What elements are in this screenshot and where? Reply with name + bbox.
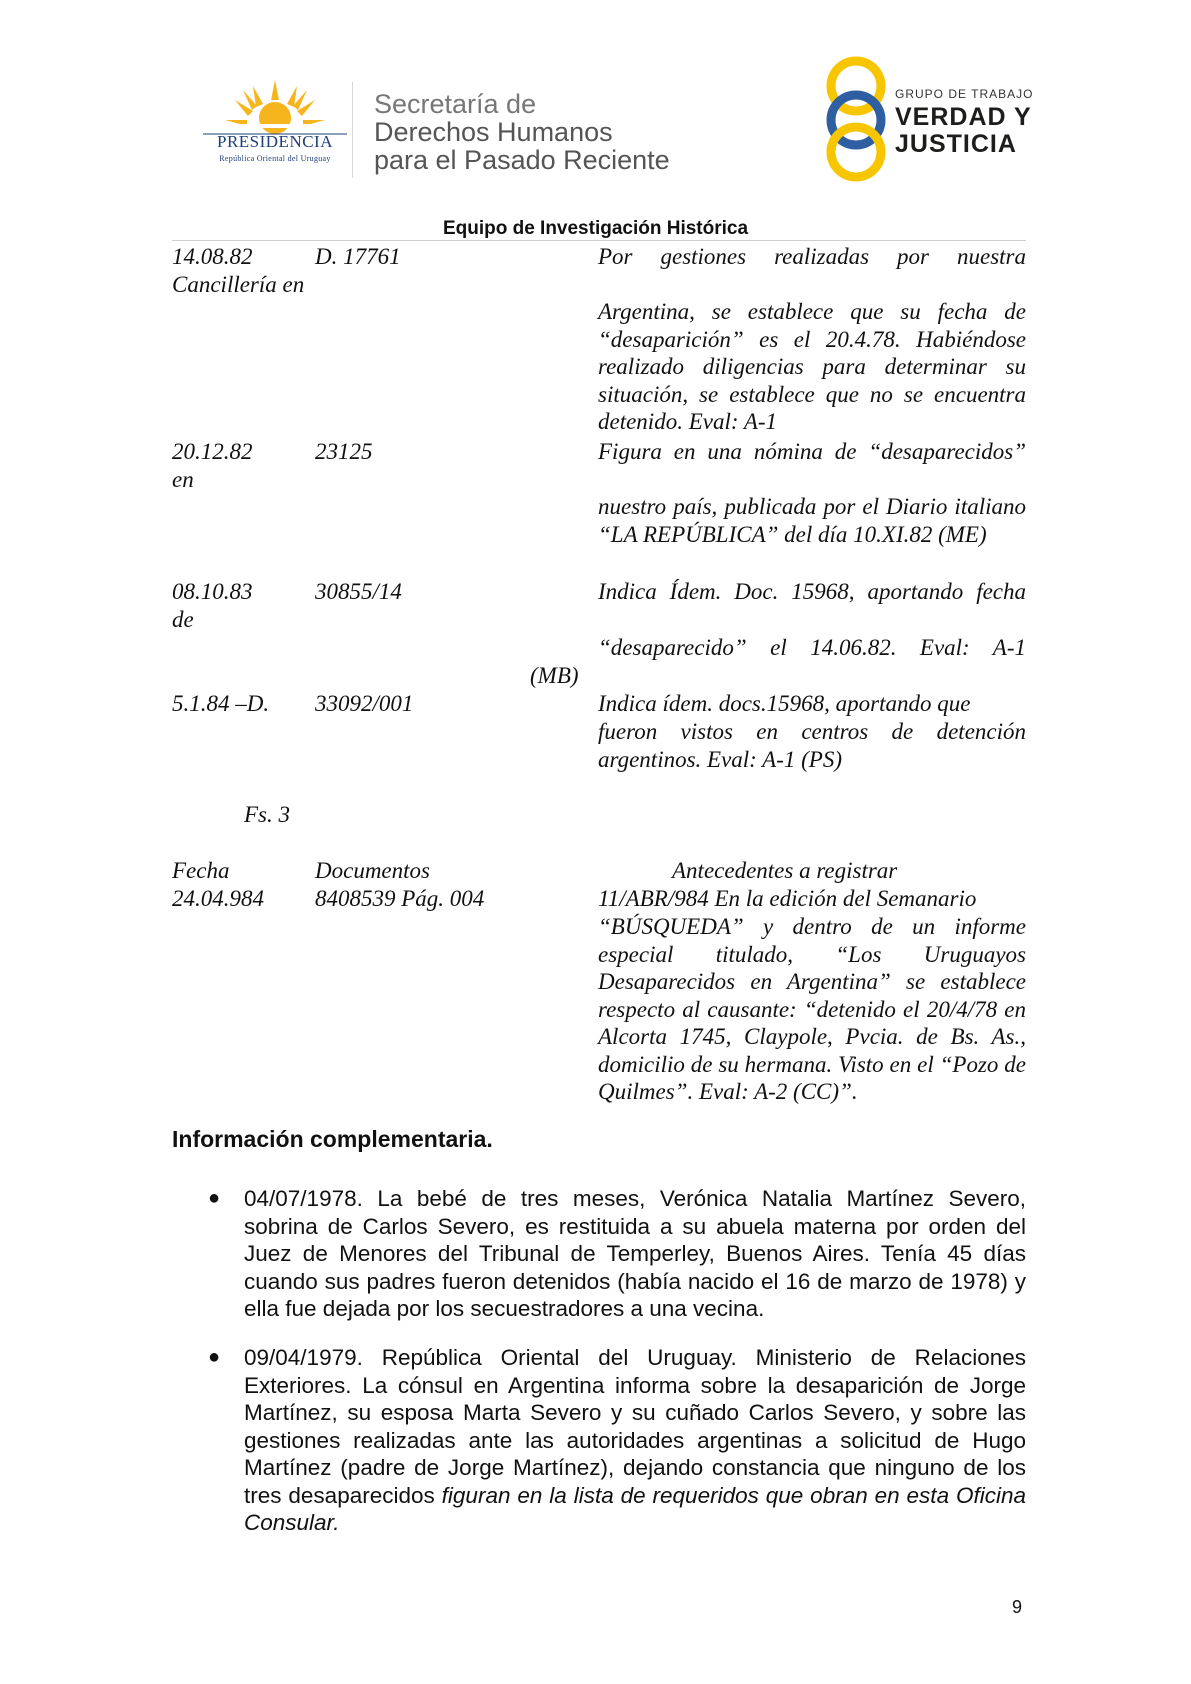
folio-label: Fs. 3 <box>244 802 290 827</box>
record-date: 20.12.82 <box>172 439 253 464</box>
record-desc-first: Indica Ídem. Doc. 15968, aportando fecha <box>598 579 1026 604</box>
presidencia-logo <box>195 80 355 180</box>
record-doc: 30855/14 <box>315 579 402 604</box>
list-item: 04/07/1978. La bebé de tres meses, Verónica Natalia Martínez Severo, sobrina de Carlos Severo, es restituida a su abuela materna por orden del Juez de Menores del Tribunal de Temperley, Buenos Aires. Tenía 45 días cuando sus padres fueron detenidos (había nacido el 16 de marzo de 1978) y ella fue dejada por los secuestradores a una vecina. <box>244 1186 1026 1321</box>
record-desc-rest: fueron vistos en centros de detención argentinos. Eval: A-1 (PS) <box>598 719 1026 772</box>
record-desc-rest: Argentina, se establece que su fecha de “desaparición” es el 20.4.78. Habiéndose realizado diligencias para determinar su situación, se establece que no se encuentra detenido. Eval: A-1 <box>598 299 1026 434</box>
record-date: 24.04.984 <box>172 886 264 911</box>
grupo-line3: JUSTICIA <box>895 130 1017 158</box>
record-desc-first: Indica ídem. docs.15968, aportando que <box>598 691 971 716</box>
record-desc-rest: “desaparecido” el 14.06.82. Eval: A-1 <box>598 635 1026 660</box>
bullet-icon: ● <box>208 1187 221 1209</box>
column-header-documentos: Documentos <box>315 858 430 883</box>
record-desc-first: Por gestiones realizadas por nuestra <box>598 244 1026 269</box>
record-code: (MB) <box>530 663 579 688</box>
grupo-line2: VERDAD Y <box>895 103 1032 131</box>
record-date: 14.08.82 <box>172 244 253 269</box>
equipo-heading: Equipo de Investigación Histórica <box>442 218 749 239</box>
column-header-fecha: Fecha <box>172 858 230 883</box>
record-date-cont: de <box>172 607 194 632</box>
secretaria-line3: para el Pasado Reciente <box>374 145 670 175</box>
record-doc: 8408539 Pág. 004 <box>315 886 485 911</box>
record-desc-first: Figura en una nómina de “desaparecidos” <box>598 439 1026 464</box>
record-date-cont: Cancillería en <box>172 272 305 297</box>
presidencia-label: PRESIDENCIA <box>216 132 333 151</box>
bullet-icon: ● <box>208 1346 221 1368</box>
sun-emblem-icon <box>195 80 355 180</box>
column-header-antecedentes: Antecedentes a registrar <box>672 858 898 883</box>
record-desc-rest: “BÚSQUEDA” y dentro de un informe especial titulado, “Los Uruguayos Desaparecidos en Argentina” se establece respecto al causante: “detenido el 20/4/78 en Alcorta 1745, Claypole, Pvcia. de Bs. As., domicilio de su hermana. Visto en el “Pozo de Quilmes”. Eval: A-2 (CC)”. <box>598 914 1026 1104</box>
record-date: 08.10.83 <box>172 579 253 604</box>
record-doc: D. 17761 <box>315 244 401 269</box>
header-divider <box>352 82 353 178</box>
list-item <box>244 1344 1026 1537</box>
record-doc: 33092/001 <box>315 691 414 716</box>
record-date: 5.1.84 –D. <box>172 691 270 716</box>
secretaria-line2: Derechos Humanos <box>374 117 613 147</box>
record-date-cont: en <box>172 467 194 492</box>
secretaria-line1: Secretaría de <box>374 89 537 119</box>
presidencia-sub: República Oriental del Uruguay <box>219 154 331 163</box>
record-doc: 23125 <box>315 439 373 464</box>
record-desc-rest: nuestro país, publicada por el Diario italiano “LA REPÚBLICA” del día 10.XI.82 (ME) <box>598 494 1026 547</box>
page-number: 9 <box>1012 1597 1023 1617</box>
grupo-trabajo-text <box>895 88 1033 157</box>
list-item-text: 09/04/1979. República Oriental del Uruguay. Ministerio de Relaciones Exteriores. La cónsul en Argentina informa sobre la desaparición de Jorge Martínez, su esposa Marta Severo y su cuñado Carlos Severo, y sobre las gestiones realizadas ante las autoridades argentinas a solicitud de Hugo Martínez (padre de Jorge Martínez), dejando constancia que ninguno de los tres desaparecidos <box>244 1345 1026 1508</box>
chain-rings-icon <box>820 56 892 182</box>
grupo-trabajo-logo <box>820 56 892 182</box>
secretaria-logo-text <box>374 90 670 174</box>
complementary-title: Información complementaria. <box>172 1126 493 1152</box>
grupo-line1: GRUPO DE TRABAJO <box>895 87 1034 101</box>
header-rule <box>172 240 1026 241</box>
record-desc-first: 11/ABR/984 En la edición del Semanario <box>598 886 977 911</box>
list-item-quote: figuran en la lista de requeridos que obran en esta Oficina Consular. <box>244 1482 1027 1535</box>
